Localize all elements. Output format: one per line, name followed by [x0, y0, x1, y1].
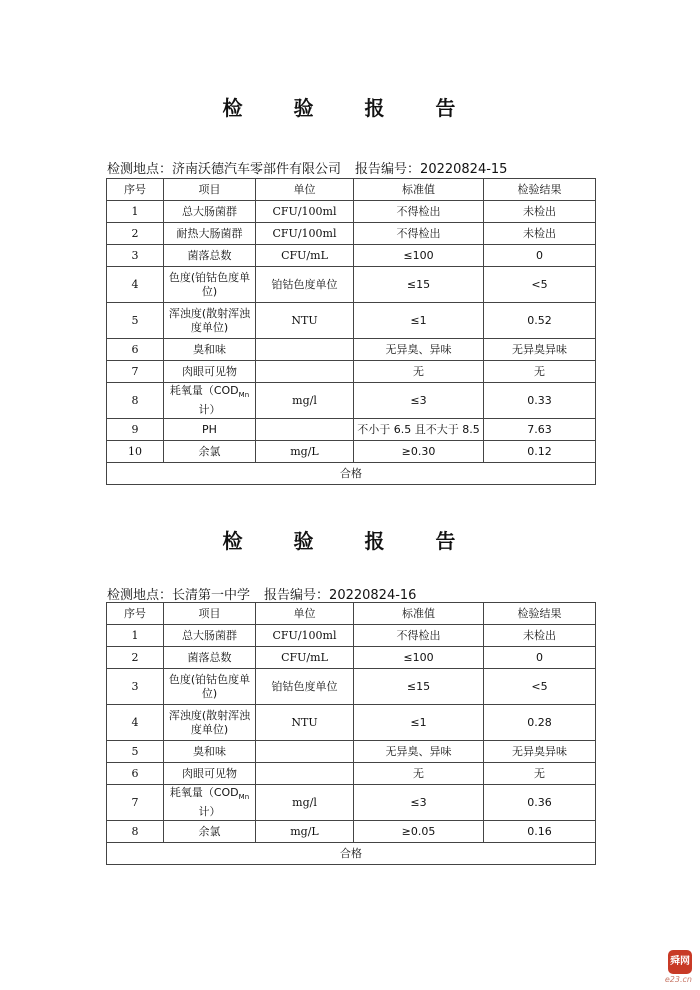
- location-label: 检测地点：: [107, 162, 173, 177]
- cell-result: 无: [484, 763, 596, 785]
- cell-no: 1: [107, 625, 164, 647]
- cell-no: 9: [107, 419, 164, 441]
- cell-standard: ≤100: [354, 245, 484, 267]
- column-header: 项目: [164, 179, 256, 201]
- cell-no: 1: [107, 201, 164, 223]
- report-no-value: 20220824-16: [329, 588, 417, 603]
- table-row: [107, 441, 596, 463]
- table-header-row: [107, 179, 596, 201]
- cell-standard: 不得检出: [354, 625, 484, 647]
- report-no-label: 报告编号：: [264, 588, 330, 603]
- table-row: [107, 245, 596, 267]
- cell-result: 0.33: [484, 383, 596, 419]
- report-no-label: 报告编号：: [355, 162, 421, 177]
- cell-item: 耗氧量（$COD_{Mn}$ 计）: [164, 383, 256, 419]
- cell-unit: 铂钴色度单位: [256, 267, 354, 303]
- cell-no: 8: [107, 383, 164, 419]
- cell-unit: [256, 339, 354, 361]
- cell-standard: ≤1: [354, 303, 484, 339]
- cell-unit: [256, 361, 354, 383]
- table-row: [107, 339, 596, 361]
- report-table-2: [106, 602, 596, 865]
- column-header: 标准值: [354, 179, 484, 201]
- cell-item: 色度(铂钴色度单位): [164, 669, 256, 705]
- cell-unit: mg/L: [256, 821, 354, 843]
- table-row: [107, 669, 596, 705]
- column-header: 单位: [256, 179, 354, 201]
- cell-item: 菌落总数: [164, 245, 256, 267]
- cell-standard: 无: [354, 361, 484, 383]
- column-header: 序号: [107, 179, 164, 201]
- cell-no: 7: [107, 785, 164, 821]
- table-row: [107, 647, 596, 669]
- conclusion-cell: 合格: [107, 463, 596, 485]
- cell-standard: ≤1: [354, 705, 484, 741]
- cell-no: 6: [107, 763, 164, 785]
- cell-standard: ≤3: [354, 383, 484, 419]
- table-row: [107, 741, 596, 763]
- cell-item: 肉眼可见物: [164, 361, 256, 383]
- table-row: [107, 785, 596, 821]
- cell-result: 0: [484, 245, 596, 267]
- cell-unit: mg/L: [256, 441, 354, 463]
- cell-item: 肉眼可见物: [164, 763, 256, 785]
- cell-result: 0.16: [484, 821, 596, 843]
- cell-result: 未检出: [484, 201, 596, 223]
- cell-unit: CFU/100ml: [256, 625, 354, 647]
- cell-standard: ≤15: [354, 669, 484, 705]
- table-row: [107, 419, 596, 441]
- cell-item: 浑浊度(散射浑浊度单位): [164, 705, 256, 741]
- cell-standard: 无: [354, 763, 484, 785]
- cell-no: 10: [107, 441, 164, 463]
- table-row: [107, 223, 596, 245]
- cell-standard: 不得检出: [354, 223, 484, 245]
- site-watermark: [652, 950, 692, 984]
- cell-result: 未检出: [484, 223, 596, 245]
- cell-no: 7: [107, 361, 164, 383]
- cell-item: 色度(铂钴色度单位): [164, 267, 256, 303]
- report-title-1: 检 验 报 告: [222, 96, 478, 120]
- cell-item: 总大肠菌群: [164, 625, 256, 647]
- table-row: [107, 201, 596, 223]
- column-header: 项目: [164, 603, 256, 625]
- cell-result: 0.12: [484, 441, 596, 463]
- cell-unit: mg/l: [256, 785, 354, 821]
- cell-unit: NTU: [256, 705, 354, 741]
- cell-standard: ≤100: [354, 647, 484, 669]
- cell-item: 菌落总数: [164, 647, 256, 669]
- cell-unit: [256, 763, 354, 785]
- report-table-1: [106, 178, 596, 485]
- cell-result: 无异臭异味: [484, 741, 596, 763]
- report-table-body: [107, 603, 596, 865]
- column-header: 检验结果: [484, 603, 596, 625]
- cell-result: 未检出: [484, 625, 596, 647]
- cell-item: 臭和味: [164, 741, 256, 763]
- table-row: [107, 383, 596, 419]
- cell-result: 无异臭异味: [484, 339, 596, 361]
- cell-unit: CFU/mL: [256, 647, 354, 669]
- cell-item: 耗氧量（$COD_{Mn}$ 计）: [164, 785, 256, 821]
- report-meta-1: [107, 158, 507, 177]
- cell-item: 余氯: [164, 441, 256, 463]
- column-header: 单位: [256, 603, 354, 625]
- cell-no: 3: [107, 669, 164, 705]
- cell-item: 耐热大肠菌群: [164, 223, 256, 245]
- cell-item: PH: [164, 419, 256, 441]
- cell-no: 6: [107, 339, 164, 361]
- cell-item: 浑浊度(散射浑浊度单位): [164, 303, 256, 339]
- cell-no: 5: [107, 303, 164, 339]
- cell-no: 2: [107, 223, 164, 245]
- cell-standard: 无异臭、异味: [354, 741, 484, 763]
- table-row: [107, 267, 596, 303]
- cell-no: 4: [107, 705, 164, 741]
- conclusion-row: [107, 463, 596, 485]
- cell-unit: [256, 419, 354, 441]
- cell-result: 0.36: [484, 785, 596, 821]
- cell-unit: 铂钴色度单位: [256, 669, 354, 705]
- cell-no: 2: [107, 647, 164, 669]
- cell-standard: ≤3: [354, 785, 484, 821]
- cell-result: <5: [484, 669, 596, 705]
- cell-standard: ≤15: [354, 267, 484, 303]
- cell-unit: [256, 741, 354, 763]
- column-header: 序号: [107, 603, 164, 625]
- table-row: [107, 625, 596, 647]
- report-table-body: [107, 179, 596, 485]
- cell-unit: CFU/100ml: [256, 223, 354, 245]
- watermark-seal-icon: 舜网: [668, 950, 692, 974]
- cell-standard: 不得检出: [354, 201, 484, 223]
- cell-standard: 无异臭、异味: [354, 339, 484, 361]
- location-label: 检测地点：: [107, 588, 173, 603]
- conclusion-cell: 合格: [107, 843, 596, 865]
- table-header-row: [107, 603, 596, 625]
- location-value: 长清第一中学: [172, 588, 251, 603]
- cell-unit: CFU/100ml: [256, 201, 354, 223]
- cell-no: 4: [107, 267, 164, 303]
- report-meta-2: [107, 584, 416, 603]
- table-row: [107, 361, 596, 383]
- cell-unit: NTU: [256, 303, 354, 339]
- cell-unit: mg/l: [256, 383, 354, 419]
- cell-standard: ≥0.30: [354, 441, 484, 463]
- column-header: 检验结果: [484, 179, 596, 201]
- cell-result: 无: [484, 361, 596, 383]
- cell-item: 臭和味: [164, 339, 256, 361]
- cell-standard: 不小于 6.5 且不大于 8.5: [354, 419, 484, 441]
- cell-result: 0.28: [484, 705, 596, 741]
- cell-result: 7.63: [484, 419, 596, 441]
- cell-result: 0: [484, 647, 596, 669]
- cell-result: 0.52: [484, 303, 596, 339]
- cell-unit: CFU/mL: [256, 245, 354, 267]
- table-row: [107, 763, 596, 785]
- watermark-site-text: e23.cn: [664, 975, 692, 984]
- cell-no: 8: [107, 821, 164, 843]
- cell-no: 3: [107, 245, 164, 267]
- conclusion-row: [107, 843, 596, 865]
- table-row: [107, 303, 596, 339]
- location-value: 济南沃德汽车零部件有限公司: [172, 162, 342, 177]
- cell-item: 总大肠菌群: [164, 201, 256, 223]
- column-header: 标准值: [354, 603, 484, 625]
- table-row: [107, 821, 596, 843]
- cell-no: 5: [107, 741, 164, 763]
- report-title-2: 检 验 报 告: [222, 529, 478, 553]
- report-no-value: 20220824-15: [420, 162, 508, 177]
- cell-standard: ≥0.05: [354, 821, 484, 843]
- cell-result: <5: [484, 267, 596, 303]
- table-row: [107, 705, 596, 741]
- cell-item: 余氯: [164, 821, 256, 843]
